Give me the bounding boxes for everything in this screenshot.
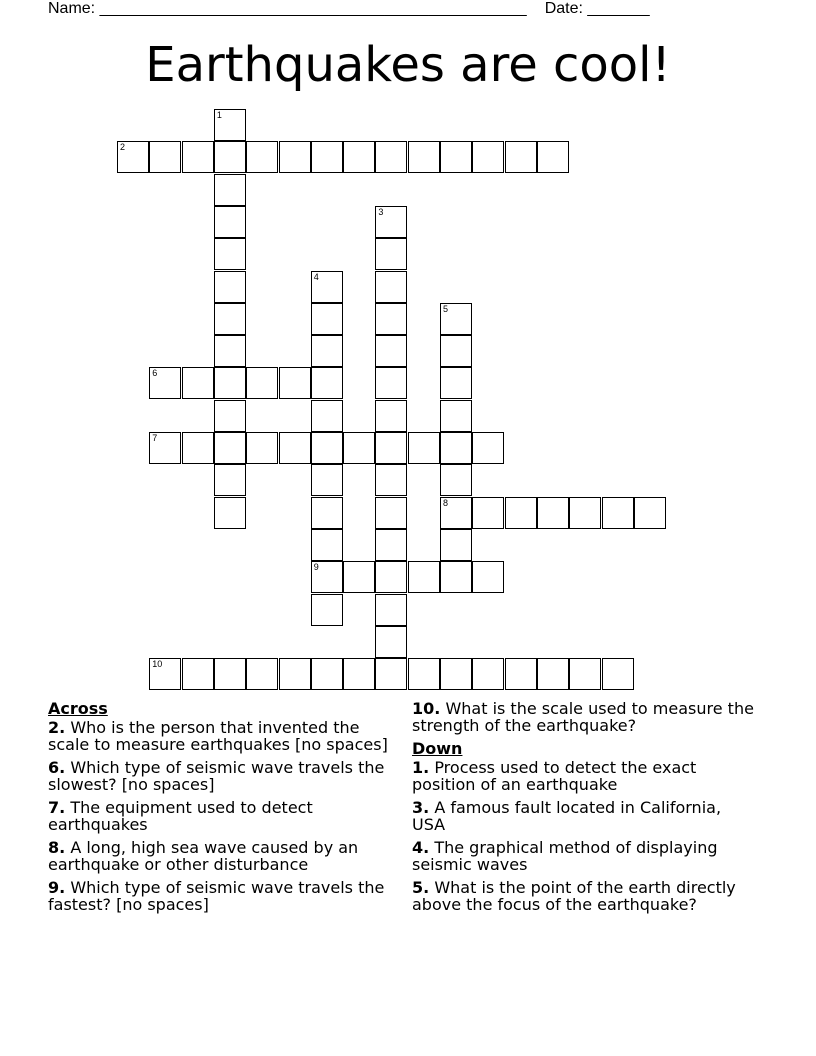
crossword-cell[interactable] bbox=[440, 432, 472, 464]
crossword-cell[interactable] bbox=[311, 400, 343, 432]
clue-number: 6. bbox=[48, 758, 66, 777]
crossword-cell[interactable] bbox=[408, 658, 440, 690]
crossword-cell[interactable] bbox=[214, 400, 246, 432]
crossword-cell[interactable] bbox=[311, 658, 343, 690]
crossword-cell[interactable] bbox=[375, 529, 407, 561]
crossword-cell[interactable] bbox=[311, 464, 343, 496]
crossword-cell[interactable] bbox=[214, 432, 246, 464]
crossword-cell[interactable] bbox=[311, 432, 343, 464]
crossword-cell[interactable] bbox=[375, 658, 407, 690]
crossword-cell[interactable] bbox=[505, 497, 537, 529]
crossword-cell[interactable] bbox=[214, 271, 246, 303]
crossword-cell[interactable] bbox=[472, 658, 504, 690]
crossword-cell[interactable] bbox=[440, 367, 472, 399]
clue-number-label: 10 bbox=[152, 659, 163, 670]
crossword-cell[interactable] bbox=[375, 464, 407, 496]
down-clue bbox=[412, 879, 757, 913]
clue-number: 7. bbox=[48, 798, 66, 817]
crossword-cell[interactable] bbox=[311, 335, 343, 367]
crossword-cell[interactable] bbox=[375, 303, 407, 335]
crossword-cell[interactable] bbox=[214, 109, 246, 141]
crossword-cell[interactable] bbox=[311, 367, 343, 399]
crossword-cell[interactable] bbox=[311, 141, 343, 173]
clue-column-right bbox=[412, 700, 757, 919]
clue-number: 8. bbox=[48, 838, 66, 857]
clue-text: A long, high sea wave caused by an earthquake or other disturbance bbox=[48, 838, 359, 874]
crossword-cell[interactable] bbox=[214, 206, 246, 238]
across-clue bbox=[48, 839, 393, 873]
clue-number: 3. bbox=[412, 798, 430, 817]
crossword-cell[interactable] bbox=[246, 432, 278, 464]
crossword-cell[interactable] bbox=[408, 432, 440, 464]
clue-text: Which type of seismic wave travels the fastest? [no spaces] bbox=[48, 878, 385, 914]
crossword-cell[interactable] bbox=[505, 658, 537, 690]
crossword-cell[interactable] bbox=[375, 367, 407, 399]
clue-number: 10. bbox=[412, 699, 441, 718]
clue-text: What is the scale used to measure the strength of the earthquake? bbox=[412, 699, 754, 735]
crossword-cell[interactable] bbox=[311, 594, 343, 626]
crossword-cell[interactable] bbox=[214, 658, 246, 690]
clue-text: What is the point of the earth directly above the focus of the earthquake? bbox=[412, 878, 736, 914]
crossword-cell[interactable] bbox=[343, 141, 375, 173]
crossword-cell[interactable] bbox=[440, 497, 472, 529]
crossword-cell[interactable] bbox=[472, 561, 504, 593]
crossword-cell[interactable] bbox=[375, 335, 407, 367]
crossword-cell[interactable] bbox=[246, 658, 278, 690]
crossword-cell[interactable] bbox=[246, 367, 278, 399]
date-label: Date: _______ bbox=[544, 0, 650, 17]
crossword-cell[interactable] bbox=[440, 335, 472, 367]
crossword-cell[interactable] bbox=[375, 594, 407, 626]
crossword-cell[interactable] bbox=[440, 464, 472, 496]
crossword-cell[interactable] bbox=[311, 497, 343, 529]
crossword-cell[interactable] bbox=[440, 658, 472, 690]
crossword-cell[interactable] bbox=[375, 400, 407, 432]
crossword-cell[interactable] bbox=[343, 432, 375, 464]
clue-column-left bbox=[48, 700, 393, 919]
crossword-cell[interactable] bbox=[214, 238, 246, 270]
crossword-cell[interactable] bbox=[149, 141, 181, 173]
crossword-cell[interactable] bbox=[311, 561, 343, 593]
crossword-cell[interactable] bbox=[311, 271, 343, 303]
crossword-cell[interactable] bbox=[408, 141, 440, 173]
clue-number: 2. bbox=[48, 718, 66, 737]
crossword-cell[interactable] bbox=[440, 529, 472, 561]
clue-text: Who is the person that invented the scale to measure earthquakes [no spaces] bbox=[48, 718, 388, 754]
crossword-cell[interactable] bbox=[537, 658, 569, 690]
clue-text: Which type of seismic wave travels the slowest? [no spaces] bbox=[48, 758, 385, 794]
down-clue bbox=[412, 839, 757, 873]
crossword-cell[interactable] bbox=[149, 432, 181, 464]
clue-number-label: 3 bbox=[378, 206, 384, 217]
crossword-cell[interactable] bbox=[311, 303, 343, 335]
crossword-cell[interactable] bbox=[214, 141, 246, 173]
name-label: Name: ________________________________________________ bbox=[48, 0, 527, 17]
across-clue bbox=[48, 879, 393, 913]
clue-number-label: 6 bbox=[152, 368, 158, 379]
crossword-cell[interactable] bbox=[343, 658, 375, 690]
crossword-cell[interactable] bbox=[634, 497, 666, 529]
crossword-cell[interactable] bbox=[214, 174, 246, 206]
crossword-cell[interactable] bbox=[472, 432, 504, 464]
crossword-cell[interactable] bbox=[279, 141, 311, 173]
crossword-cell[interactable] bbox=[311, 529, 343, 561]
crossword-cell[interactable] bbox=[375, 206, 407, 238]
crossword-cell[interactable] bbox=[602, 658, 634, 690]
crossword-cell[interactable] bbox=[472, 497, 504, 529]
crossword-cell[interactable] bbox=[149, 367, 181, 399]
crossword-cell[interactable] bbox=[182, 432, 214, 464]
crossword-cell[interactable] bbox=[375, 626, 407, 658]
crossword-cell[interactable] bbox=[343, 561, 375, 593]
crossword-cell[interactable] bbox=[214, 303, 246, 335]
crossword-cell[interactable] bbox=[375, 561, 407, 593]
crossword-cell[interactable] bbox=[214, 335, 246, 367]
crossword-cell[interactable] bbox=[149, 658, 181, 690]
clue-number-label: 8 bbox=[443, 497, 449, 508]
clue-text: A famous fault located in California, USA bbox=[412, 798, 722, 834]
clue-number-label: 2 bbox=[120, 142, 126, 153]
clue-text: The equipment used to detect earthquakes bbox=[48, 798, 313, 834]
crossword-cell[interactable] bbox=[182, 658, 214, 690]
crossword-cell[interactable] bbox=[569, 497, 601, 529]
crossword-cell[interactable] bbox=[440, 400, 472, 432]
crossword-cell[interactable] bbox=[375, 271, 407, 303]
clue-number-label: 1 bbox=[216, 110, 222, 120]
across-clue bbox=[412, 700, 757, 734]
crossword-cell[interactable] bbox=[440, 561, 472, 593]
crossword-cell[interactable] bbox=[214, 497, 246, 529]
crossword-cell[interactable] bbox=[279, 432, 311, 464]
crossword-cell[interactable] bbox=[537, 497, 569, 529]
crossword-cell[interactable] bbox=[182, 141, 214, 173]
crossword-cell[interactable] bbox=[375, 238, 407, 270]
crossword-cell[interactable] bbox=[375, 497, 407, 529]
clue-text: The graphical method of displaying seismic waves bbox=[412, 838, 718, 874]
clue-number-label: 7 bbox=[152, 433, 158, 443]
crossword-cell[interactable] bbox=[279, 658, 311, 690]
down-clue bbox=[412, 799, 757, 833]
clue-number: 5. bbox=[412, 878, 430, 897]
crossword-cell[interactable] bbox=[440, 141, 472, 173]
clue-number-label: 9 bbox=[313, 562, 319, 573]
across-clue bbox=[48, 719, 393, 753]
page-title: Earthquakes are cool! bbox=[145, 37, 671, 93]
down-heading: Down bbox=[412, 739, 463, 758]
crossword-cell[interactable] bbox=[214, 464, 246, 496]
crossword-cell[interactable] bbox=[117, 141, 149, 173]
crossword-cell[interactable] bbox=[505, 141, 537, 173]
crossword-cell[interactable] bbox=[375, 432, 407, 464]
crossword-cell[interactable] bbox=[214, 367, 246, 399]
clue-number: 4. bbox=[412, 838, 430, 857]
clue-text: Process used to detect the exact position of an earthquake bbox=[412, 758, 697, 794]
crossword-cell[interactable] bbox=[408, 561, 440, 593]
crossword-cell[interactable] bbox=[569, 658, 601, 690]
crossword-cell[interactable] bbox=[246, 141, 278, 173]
clue-number: 9. bbox=[48, 878, 66, 897]
clue-number-label: 5 bbox=[443, 303, 449, 314]
crossword-cell[interactable] bbox=[537, 141, 569, 173]
crossword-cell[interactable] bbox=[440, 303, 472, 335]
across-clue bbox=[48, 799, 393, 833]
crossword-cell[interactable] bbox=[472, 141, 504, 173]
crossword-cell[interactable] bbox=[602, 497, 634, 529]
down-clue bbox=[412, 759, 757, 793]
crossword-cell[interactable] bbox=[375, 141, 407, 173]
crossword-cell[interactable] bbox=[182, 367, 214, 399]
across-heading: Across bbox=[48, 699, 108, 718]
across-clue bbox=[48, 759, 393, 793]
crossword-cell[interactable] bbox=[279, 367, 311, 399]
clue-number: 1. bbox=[412, 758, 430, 777]
clue-number-label: 4 bbox=[313, 271, 319, 282]
